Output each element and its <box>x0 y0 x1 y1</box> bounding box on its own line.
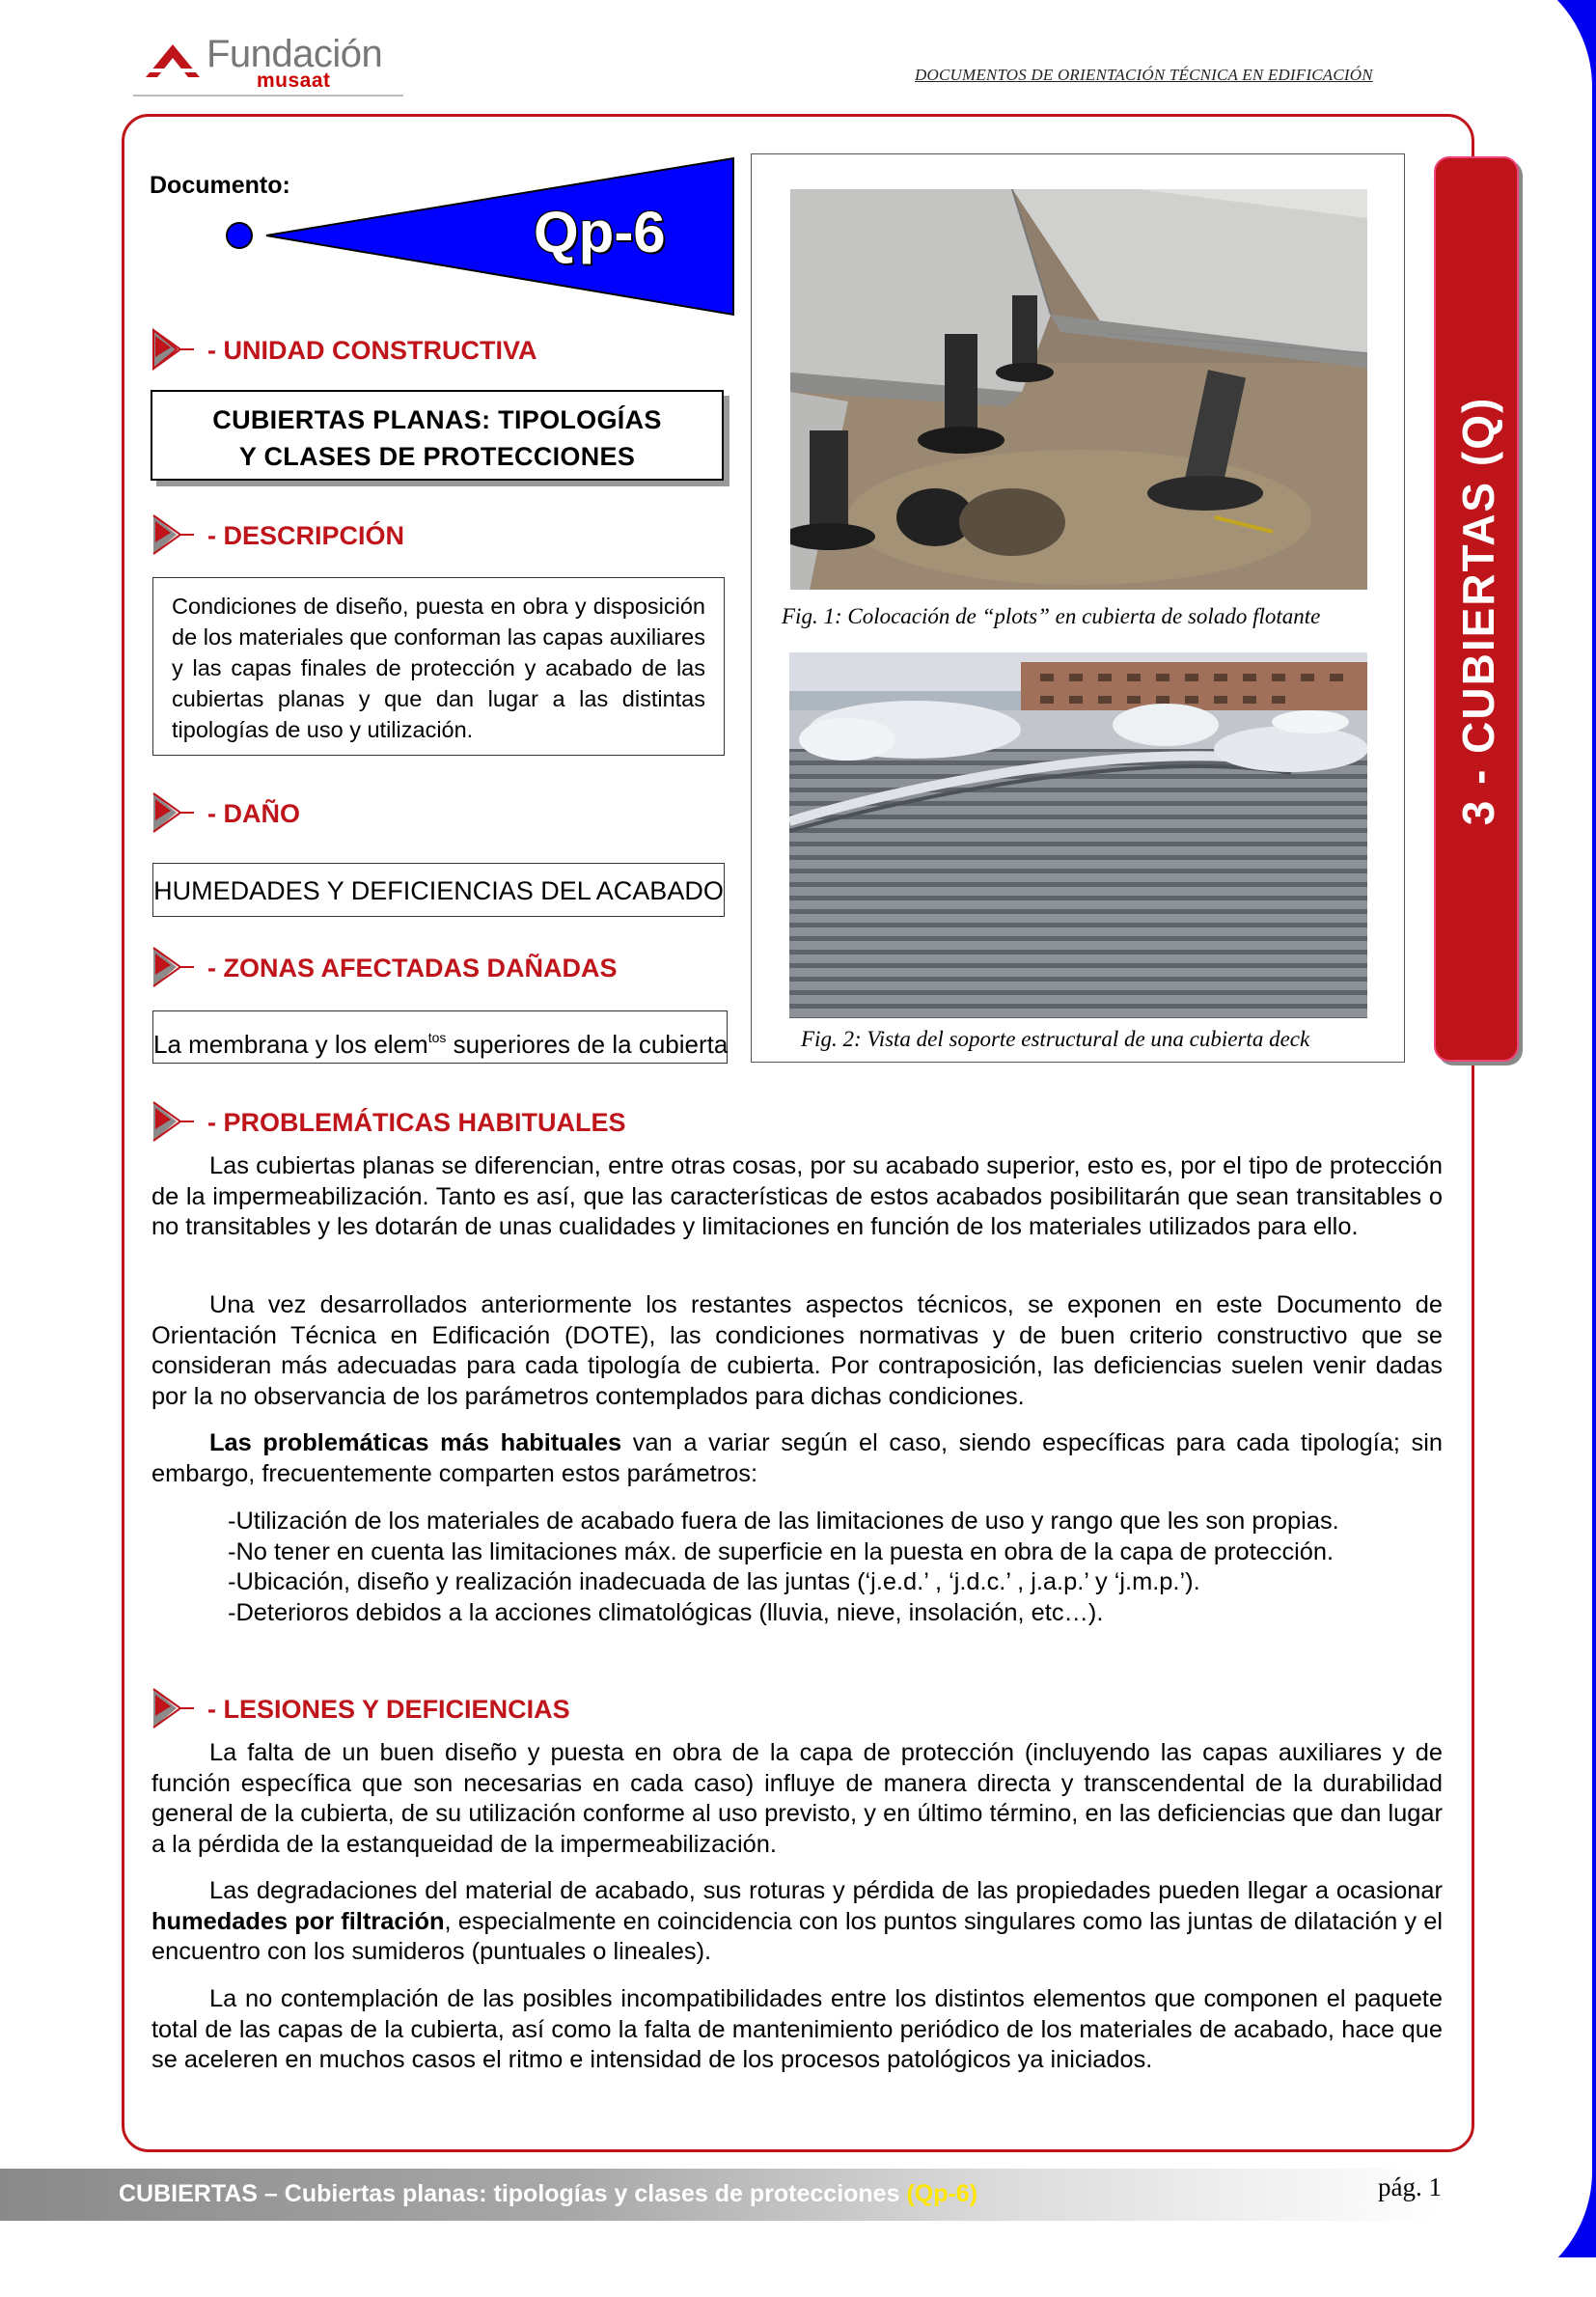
problematicas-paragraph-1: Las cubiertas planas se diferencian, entre otras cosas, por su acabado superior, esto es, por el tipo de protección de la impermeabilización. Tanto es así, que las características de estos acabados posibilitarán que sean transitables o no transitables y les dotarán de unas cualidades y limitaciones en función de los materiales utilizados para ello. <box>151 1152 1443 1240</box>
problematicas-paragraph-2: Una vez desarrollados anteriormente los restantes aspectos técnicos, se exponen en este Documento de Orientación Técnica en Edificación (DOTE), las condiciones normativas y de buen criterio constructivo que se consideran más adecuadas para cada tipología de cubierta. Por contraposición, las deficiencias suelen venir dadas por la no observancia de los parámetros contemplados para dichas condiciones. <box>151 1291 1443 1410</box>
figure-2-photo <box>789 652 1367 1018</box>
list-item: -No tener en cuenta las limitaciones máx. de superficie en la puesta en obra de la capa de protección. <box>228 1537 1335 1565</box>
zones-text-b: superiores de la cubierta <box>446 1030 729 1059</box>
page-number: pág. 1 <box>1378 2172 1442 2201</box>
chapter-side-tab <box>1434 156 1519 1062</box>
lesiones-p2-a: Las degradaciones del material de acabado, sus roturas y pérdida de las propiedades pueden llegar a ocasionar <box>209 1877 1443 1904</box>
section-arrow-icon <box>151 791 206 834</box>
section-heading-dano <box>151 791 730 834</box>
description-box <box>152 577 725 756</box>
logo-underline <box>133 95 403 97</box>
zones-text-a: La membrana y los elem <box>153 1030 428 1059</box>
footer-code: (Qp-6) <box>906 2180 978 2207</box>
section-arrow-icon <box>151 513 206 556</box>
section-heading-descripcion <box>151 513 730 556</box>
section-arrow-icon <box>151 1100 206 1143</box>
unit-line-2: Y CLASES DE PROTECCIONES <box>238 442 636 471</box>
section-heading-problematicas <box>151 1100 827 1143</box>
footer-title <box>119 2180 977 2208</box>
figure-2-caption: Fig. 2: Vista del soporte estructural de una cubierta deck <box>801 1027 1310 1051</box>
lesiones-p2-bold: humedades por filtración <box>151 1907 445 1935</box>
problematicas-paragraph-3 <box>151 1428 1443 1489</box>
problematicas-rest: van a variar según el caso, siendo específicas para cada tipología; sin embargo, frecuentemente comparten estos parámetros: <box>151 1429 1443 1487</box>
list-item: -Deterioros debidos a la acciones climatológicas (lluvia, nieve, insolación, etc…). <box>228 1598 1104 1626</box>
section-arrow-icon <box>151 946 206 988</box>
section-title: - DESCRIPCIÓN <box>207 521 405 550</box>
zones-text-sup: tos <box>427 1030 447 1045</box>
document-code: Qp-6 <box>534 200 666 264</box>
list-item: -Ubicación, diseño y realización inadecuada de las juntas (‘j.e.d.’ , ‘j.d.c.’ , j.a.p.’ y ‘j.m.p.’). <box>228 1568 1200 1595</box>
section-arrow-icon <box>151 1687 206 1730</box>
lesiones-p2-b: , especialmente en coincidencia con los puntos singulares como las juntas de dilatación y el encuentro con los sumideros (puntuales o lineales). <box>151 1907 1443 1965</box>
problematicas-bold: Las problemáticas más habituales <box>209 1429 622 1456</box>
footer-title-text: CUBIERTAS – Cubiertas planas: tipologías y clases de protecciones <box>119 2180 907 2207</box>
section-title: - PROBLEMÁTICAS HABITUALES <box>207 1108 626 1137</box>
section-title: - UNIDAD CONSTRUCTIVA <box>207 336 537 365</box>
damage-text: HUMEDADES Y DEFICIENCIAS DEL ACABADO <box>153 876 724 905</box>
section-title: - DAÑO <box>207 799 300 828</box>
lesiones-paragraph-3: La no contemplación de las posibles incompatibilidades entre los distintos elementos que componen el paquete total de las capas de la cubierta, así como la falta de mantenimiento periódico de los materiales de acabado, hace que se aceleren en muchos casos el ritmo e intensidad de los procesos patológicos ya iniciados. <box>151 1985 1443 2073</box>
section-arrow-icon <box>151 328 206 371</box>
description-text: Condiciones de diseño, puesta en obra y disposición de los materiales que conforman las capas auxiliares y las capas finales de protección y acabado de las cubiertas planas y que dan lugar a las distintas tipologías de uso y utilización. <box>172 594 705 742</box>
figure-1-photo <box>790 189 1367 590</box>
figure-1-caption: Fig. 1: Colocación de “plots” en cubierta de solado flotante <box>782 604 1321 628</box>
affected-zones-box <box>152 1010 728 1064</box>
logo-name: Fundación <box>206 33 383 75</box>
lesiones-paragraph-2 <box>151 1876 1443 1968</box>
lesiones-paragraph-1: La falta de un buen diseño y puesta en obra de la capa de protección (incluyendo las capas auxiliares y de función específica que son necesarias en cada caso) influye de manera directa y transcendental de la durabilidad general de la cubierta, de su utilización conforme al uso previsto, y en último término, en las deficiencias que dan lugar a la pérdida de la estanqueidad de la impermeabilización. <box>151 1739 1443 1858</box>
section-heading-zonas <box>151 946 730 988</box>
damage-box <box>152 863 725 917</box>
figures-panel <box>751 153 1405 1063</box>
list-item: -Utilización de los materiales de acabado fuera de las limitaciones de uso y rango que les son propias. <box>228 1508 1339 1535</box>
affected-zones-text <box>153 1011 727 1071</box>
section-title: - LESIONES Y DEFICIENCIAS <box>207 1695 570 1724</box>
problematicas-bullet-list <box>228 1507 1339 1628</box>
unit-box <box>151 390 724 481</box>
section-title: - ZONAS AFECTADAS DAÑADAS <box>207 954 618 982</box>
header-title: DOCUMENTOS DE ORIENTACIÓN TÉCNICA EN EDIFICACIÓN <box>915 66 1373 84</box>
unit-line-1: CUBIERTAS PLANAS: TIPOLOGÍAS <box>212 405 662 434</box>
section-heading-lesiones <box>151 1687 827 1730</box>
document-label: Documento: <box>150 172 290 199</box>
chapter-side-tab-label: 3 - CUBIERTAS (Q) <box>1453 396 1503 826</box>
section-heading-unidad <box>151 328 730 371</box>
logo-subname: musaat <box>257 69 331 92</box>
